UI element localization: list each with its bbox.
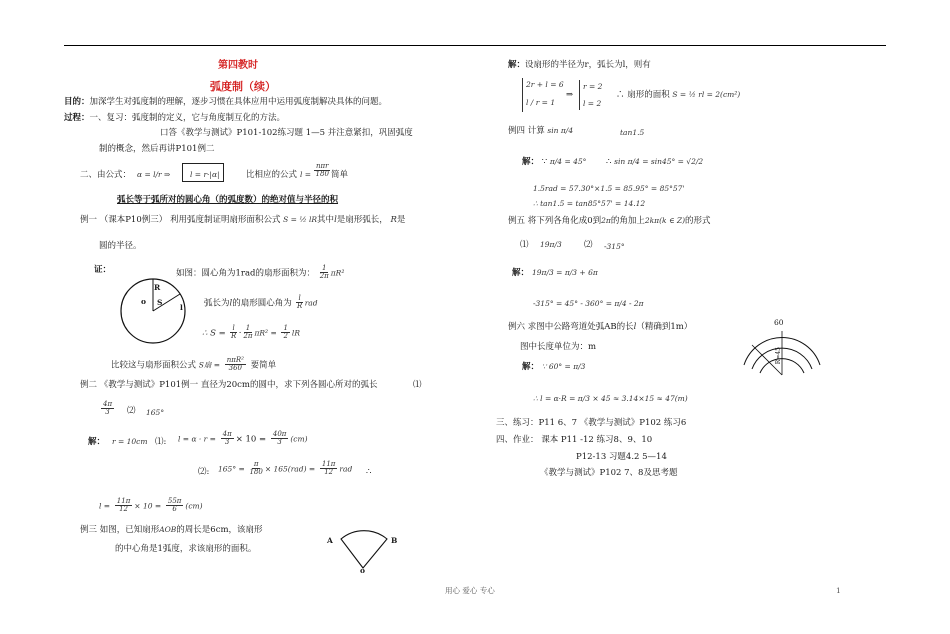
sector-label-A: A xyxy=(327,536,333,545)
ex5-v2: -315° xyxy=(604,242,625,251)
formula-label: 二、由公式： xyxy=(80,170,132,180)
sol6-label: 解： xyxy=(522,362,540,372)
process-text: 一、复习：弧度制的定义，它与角度制互化的方法。 xyxy=(89,113,286,123)
system-arrow: ⇒ xyxy=(566,90,574,100)
sector-label-o: o xyxy=(360,566,366,575)
compare-math: S扇 = xyxy=(198,360,221,370)
ex5-item1: ⑴ xyxy=(520,240,529,250)
top-rule xyxy=(64,45,886,46)
sol5-label: 解： xyxy=(512,268,530,278)
sol2-2-math: 165° = $\frac{\pi}{180}$ × 165(rad) = $\frac{11\pi}{12}$ rad xyxy=(218,460,353,477)
page-number: 1 xyxy=(836,586,841,595)
goal-text: 加深学生对弧度制的理解，逐步习惯在具体应用中运用弧度制解决具体的问题。 xyxy=(89,97,388,107)
footer-center: 用心 爱心 专心 xyxy=(445,586,495,595)
sol2-2-mid: × 165(rad) = xyxy=(264,464,316,474)
sol4-line2: 1.5rad = 57.30°×1.5 = 85.95° = 85°57' xyxy=(533,184,685,193)
circle-label-S: S xyxy=(157,298,163,307)
area-line xyxy=(616,90,740,100)
proof-line2b: 的扇形圆心角为 xyxy=(232,298,292,309)
ex2-v1 xyxy=(99,401,116,417)
proof-label: 证： xyxy=(94,265,112,275)
circle-label-o: o xyxy=(141,297,147,306)
system-eq2: l / r = 1 xyxy=(526,98,556,107)
goal-line xyxy=(64,97,387,107)
ex1-tail: 其中 xyxy=(317,215,335,225)
example-3 xyxy=(80,525,263,535)
sol4-line1b xyxy=(606,157,703,167)
ex1-R: R xyxy=(390,215,397,225)
formula-frac xyxy=(312,163,332,179)
proof-line2-text: 弧长为 xyxy=(204,298,230,309)
example-1: 例一 （课本P10例三） 利用弧度制证明扇形面积公式 S = ½ lR其中l是扇形弧长， R是 xyxy=(80,215,406,225)
sol4-line1 xyxy=(522,157,586,167)
lesson-title: 第四教时 xyxy=(218,60,258,71)
abs-heading: 弧长等于弧所对的圆心角（的弧度数）的绝对值与半径的积 xyxy=(117,195,339,205)
sol5-line1: 19π/3 = π/3 + 6π xyxy=(532,268,598,277)
compare-text: 比较这与扇形面积公式 xyxy=(111,360,197,371)
lesson-subtitle: 弧度制（续） xyxy=(210,80,276,93)
sol2-2-tail: rad xyxy=(339,464,353,474)
system-brace-right xyxy=(579,80,580,110)
proof-line1-text: 如图：圆心角为1rad的扇形面积为： xyxy=(176,268,315,279)
sol2-2-expr: 165° = xyxy=(218,464,245,474)
ex2-v1-den: 3 xyxy=(105,408,110,417)
proof-line3-math: ∴ S = xyxy=(202,328,226,339)
sol2-label: 解： xyxy=(88,437,106,447)
homework-line: 四、作业： 课本 P11 -12 练习8、9、10 xyxy=(496,435,653,445)
system-brace-left xyxy=(522,78,523,112)
proof-line3: ∴ S = $\frac{l}{R}$ · $\frac{1}{2\pi}$ πR² = $\frac{1}{2}$ lR xyxy=(202,324,300,341)
process-label: 过程： xyxy=(64,113,90,123)
proof-line2-math: rad xyxy=(304,298,318,308)
sol2-therefore: ∴ xyxy=(366,467,372,477)
ex5-2pi: 2π xyxy=(601,216,611,225)
sol6-line2: ∴ l = α·R = π/3 × 45 ≈ 3.14×15 ≈ 47(m) xyxy=(533,394,688,403)
ex1-tail2: 是扇形弧长， xyxy=(336,215,388,225)
ex1-text: 例一 （课本P10例三） 利用弧度制证明扇形面积公式 xyxy=(80,215,281,225)
road-curve-figure xyxy=(738,325,828,377)
ex3-line2: 的中心角是1弧度，求该扇形的面积。 xyxy=(115,544,257,554)
sol4-label: 解： xyxy=(522,157,540,167)
ex5-text3: 的形式 xyxy=(685,216,711,226)
sol2-3-tail: (cm) xyxy=(185,501,203,511)
formula-numerator: nπr xyxy=(316,162,329,170)
sol2-1-expr: l = α · r = xyxy=(178,434,216,444)
sol5-line2: -315° = 45° - 360° = π/4 - 2π xyxy=(533,299,644,308)
ex5-2kpi: 2kπ(k ∈ Z) xyxy=(644,216,686,225)
ex1-tail3: 是 xyxy=(396,215,406,225)
ex3-aob: AOB xyxy=(159,525,177,534)
example-5 xyxy=(508,216,711,226)
compare-tail: 要简单 xyxy=(250,360,277,371)
ex1-line2: 圆的半径。 xyxy=(99,241,142,251)
r-sol-text: 设扇形的半径为r，弧长为l，则有 xyxy=(525,60,651,70)
sol4-math1: π/4 = 45° xyxy=(549,157,587,166)
ex6-text: 例六 求图中公路弯道处弧AB的长 xyxy=(508,322,634,332)
formula-simple: 简单 xyxy=(331,170,349,180)
system-r: r = 2 xyxy=(583,82,603,91)
ex5-item2: ⑵ xyxy=(584,240,593,250)
r-sol-label: 解： xyxy=(508,60,526,70)
sol6-line1-math: ∵ 60° = π/3 xyxy=(541,362,586,371)
example-4 xyxy=(508,126,573,136)
ex4-math2: tan1.5 xyxy=(620,128,645,137)
example-2: 例二 《教学与测试》P101例一 直径为20cm的圆中，求下列各圆心所对的弧长 xyxy=(80,380,378,390)
sol4-therefore: ∴ xyxy=(606,157,612,167)
ex3-text2: 的周长是6cm，该扇形 xyxy=(176,525,263,535)
homework-line3: 《教学与测试》P102 7、8及思考题 xyxy=(540,468,678,478)
proof-line3-mid: πR² = xyxy=(254,328,277,338)
sol2-1: ⑴: xyxy=(155,437,167,447)
oral-line-2: 制的概念，然后再讲P101例二 xyxy=(99,144,215,154)
ex4-text: 例四 计算 xyxy=(508,126,545,136)
practice-line: 三、练习：P11 6、7 《教学与测试》P102 练习6 xyxy=(496,418,687,428)
r-sol-line xyxy=(508,60,651,70)
formula-compare: 比相应的公式 xyxy=(246,170,298,180)
sol2-3-mid: × 10 = xyxy=(134,501,162,511)
formula-box-text: l = r·|α| xyxy=(190,170,220,179)
homework-line2: P12-13 习题4.2 5—14 xyxy=(576,452,667,462)
proof-line2: 弧长为l的扇形圆心角为 $\frac{l}{R}$ rad xyxy=(204,294,318,311)
road-label-60: 60 xyxy=(774,318,784,327)
formula-denominator: 180 xyxy=(315,170,329,179)
compare-line: 比较这与扇形面积公式 S扇 = $\frac{\text{nπR²}}{360}$ 要简单 xyxy=(111,356,277,373)
formula-alpha: α = l/r ⇒ xyxy=(137,170,171,179)
sol2-r: r = 10cm xyxy=(112,437,148,446)
ex6-line2: 图中长度单位为：m xyxy=(520,342,597,352)
sol2-3-l: l = xyxy=(99,501,111,511)
sol2-2: ⑵: xyxy=(198,467,210,477)
proof-line1-math: πR² xyxy=(330,268,345,278)
ex2-item2: ⑵ xyxy=(127,406,136,416)
ex5-text2: 的角加上 xyxy=(610,216,645,226)
sol2-1-tail: (cm) xyxy=(290,434,308,444)
ex2-v2: 165° xyxy=(146,408,165,417)
sol4-line3: ∴ tan1.5 = tan85°57' = 14.12 xyxy=(533,199,646,208)
ex2-v1-num: 4π xyxy=(103,400,113,408)
ex3-text: 例三 如图，已知扇形 xyxy=(80,525,160,535)
ex5-v1: 19π/3 xyxy=(540,240,562,249)
proof-line1: 如图：圆心角为1rad的扇形面积为： $\frac{1}{2\pi}$ πR² xyxy=(176,264,345,281)
sol2-3-math: l = $\frac{11\pi}{12}$ × 10 = $\frac{55\pi}{6}$ (cm) xyxy=(99,497,203,514)
ex6-text2: （精确到1m） xyxy=(636,322,693,332)
ex5-text: 例五 将下列各角化成0到 xyxy=(508,216,602,226)
area-text: ∴ 扇形的面积 xyxy=(616,90,670,100)
goal-label: 目的： xyxy=(64,97,90,107)
proof-line3-tail: lR xyxy=(291,328,300,338)
sector-label-B: B xyxy=(391,536,398,545)
circle-label-l: l xyxy=(180,303,183,312)
sol4-because: ∵ xyxy=(541,157,548,167)
ex4-math1: sin π/4 xyxy=(547,126,574,135)
process-line xyxy=(64,113,285,123)
area-math: S = ½ rl = 2(cm²) xyxy=(672,90,741,99)
formula-l: l = xyxy=(300,170,312,179)
sol4-math2: sin π/4 = sin45° = √2/2 xyxy=(614,157,704,166)
circle-label-R: R xyxy=(154,283,161,292)
sol6-line1 xyxy=(522,362,585,372)
system-eq1: 2r + l = 6 xyxy=(526,80,564,89)
ex2-item1: ⑴ xyxy=(413,380,422,390)
example-6: 例六 求图中公路弯道处弧AB的长l（精确到1m） xyxy=(508,322,693,332)
road-label-R: R=45 xyxy=(775,347,782,365)
oral-line: 口答《教学与测试》P101-102练习题 1—5 并注意紧扣，巩固弧度 xyxy=(160,128,413,138)
sol2-1-math: l = α · r = $\frac{4\pi}{3}$ × 10 = $\frac{40\pi}{3}$ (cm) xyxy=(178,430,308,447)
ex1-formula: S = ½ lR xyxy=(283,215,318,224)
circle-sector-figure xyxy=(118,276,188,346)
system-l: l = 2 xyxy=(583,99,602,108)
